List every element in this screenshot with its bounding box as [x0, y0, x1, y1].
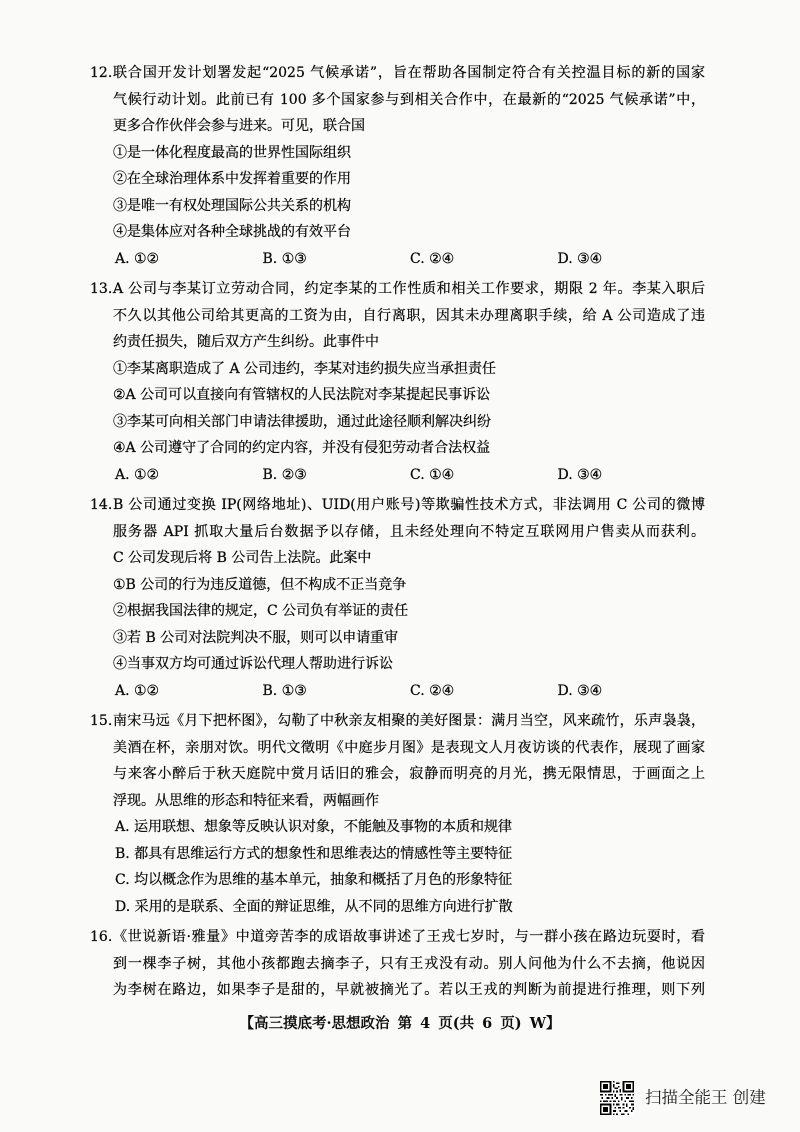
statement-4: ④A 公司遵守了合同的约定内容，并没有侵犯劳动者合法权益 — [113, 440, 491, 456]
stem-text: 南宋马远《月下把杯图》，勾勒了中秋亲友相聚的美好图景：满月当空，风来疏竹，乐声袅袅， — [113, 713, 705, 729]
option-d: D. ③④ — [557, 682, 603, 699]
page-footer: 【高三摸底考·思想政治 第 4 页(共 6 页) W】 — [239, 1015, 561, 1032]
stem-text: B 公司通过变换 IP(网络地址)、UID(用户账号)等欺骗性技术方式，非法调用 C 公司的微博 — [113, 497, 705, 513]
question-stem-line: 到一棵李子树，其他小孩都跑去摘李子，只有王戎没有动。别人问他为什么不去摘，他说因 — [113, 955, 705, 972]
question-stem-line: 更多合作伙伴会参与进来。可见，联合国 — [113, 118, 365, 134]
statement-3: ③李某可向相关部门申请法律援助，通过此途径顺利解决纠纷 — [113, 413, 491, 430]
answer-options — [90, 462, 705, 489]
option-b: B. ①③ — [262, 250, 307, 267]
answer-options — [90, 246, 705, 273]
option-b: B. 都具有思维运行方式的想象性和思维表达的情感性等主要特征 — [115, 845, 513, 862]
question-16 — [90, 924, 705, 1004]
question-list — [90, 60, 705, 1004]
question-stem-line: 不久以其他公司给其更高的工资为由，自行离职，因其未办理离职手续，给 A 公司造成了违 — [113, 307, 705, 324]
question-stem-line: 服务器 API 抓取大量后台数据予以存储，且未经处理向不特定互联网用户售卖从而获利。 — [113, 523, 705, 540]
option-a: A. ①② — [115, 682, 160, 699]
question-15 — [90, 708, 705, 920]
question-stem-line: 浮现。从思维的形态和特征来看，两幅画作 — [113, 792, 379, 809]
qr-code-icon — [600, 1081, 634, 1115]
question-stem-line: C 公司发现后将 B 公司告上法院。此案中 — [113, 550, 372, 566]
statement-2: ②在全球治理体系中发挥着重要的作用 — [113, 171, 351, 187]
question-stem-line: 约责任损失，随后双方产生纠纷。此事件中 — [113, 334, 379, 350]
question-number: 15. — [90, 713, 113, 729]
question-14 — [90, 492, 705, 704]
stem-text: 《世说新语·雅量》中道旁苦李的成语故事讲述了王戎七岁时，与一群小孩在路边玩耍时，看 — [113, 929, 705, 945]
question-number: 12. — [90, 65, 113, 81]
option-b: B. ②③ — [262, 466, 307, 483]
question-number: 13. — [90, 281, 113, 297]
option-a: A. 运用联想、想象等反映认识对象，不能触及事物的本质和规律 — [115, 819, 513, 835]
option-b: B. ①③ — [262, 682, 307, 699]
statement-1: ①B 公司的行为违反道德，但不构成不正当竞争 — [113, 576, 407, 593]
question-stem-line: 气候行动计划。此前已有 100 多个国家参与到相关合作中，在最新的“2025 气候承诺”中， — [113, 91, 705, 108]
question-stem-line — [90, 492, 705, 519]
option-c: C. ②④ — [410, 682, 455, 699]
option-d: D. 采用的是联系、全面的辩证思维，从不同的思维方向进行扩散 — [115, 898, 513, 915]
option-a: A. ①② — [115, 250, 160, 267]
statement-1: ①李某离职造成了 A 公司违约，李某对违约损失应当承担责任 — [113, 360, 497, 377]
question-number: 14. — [90, 497, 113, 513]
option-c: C. ①④ — [410, 466, 455, 483]
question-stem-line — [90, 276, 705, 303]
statement-4: ④是集体应对各种全球挑战的有效平台 — [113, 224, 351, 240]
statement-3: ③是唯一有权处理国际公共关系的机构 — [113, 197, 351, 214]
option-a: A. ①② — [115, 466, 160, 483]
option-c: C. ②④ — [410, 250, 455, 267]
option-d: D. ③④ — [557, 466, 603, 483]
question-stem-line — [90, 708, 705, 735]
scanner-watermark: 扫描全能王 创建 — [645, 1088, 766, 1107]
statement-2: ②根据我国法律的规定，C 公司负有举证的责任 — [113, 603, 409, 619]
question-stem-line — [90, 60, 705, 87]
statement-1: ①是一体化程度最高的世界性国际组织 — [113, 144, 351, 161]
question-stem-line — [90, 924, 705, 951]
statement-3: ③若 B 公司对法院判决不服，则可以申请重审 — [113, 629, 399, 646]
question-12 — [90, 60, 705, 272]
option-d: D. ③④ — [557, 250, 603, 267]
question-stem-line: 为李树在路边，如果李子是甜的，早就被摘光了。若以王戎的判断为前提进行推理，则下列 — [113, 982, 705, 998]
question-13 — [90, 276, 705, 488]
stem-text: A 公司与李某订立劳动合同，约定李某的工作性质和相关工作要求，期限 2 年。李某入职后 — [113, 281, 705, 297]
answer-options — [90, 678, 705, 705]
question-number: 16. — [90, 929, 113, 945]
statement-2: ②A 公司可以直接向有管辖权的人民法院对李某提起民事诉讼 — [113, 387, 491, 403]
question-stem-line: 美酒在杯，亲朋对饮。明代文徵明《中庭步月图》是表现文人月夜访谈的代表作，展现了画家 — [113, 739, 705, 756]
stem-text: 联合国开发计划署发起“2025 气候承诺”，旨在帮助各国制定符合有关控温目标的新的国家 — [113, 65, 705, 81]
question-stem-line: 与来客小醉后于秋天庭院中赏月话旧的雅会，寂静而明亮的月光，携无限情思，于画面之上 — [113, 766, 705, 782]
option-c: C. 均以概念作为思维的基本单元，抽象和概括了月色的形象特征 — [115, 872, 513, 888]
statement-4: ④当事双方均可通过诉讼代理人帮助进行诉讼 — [113, 656, 393, 672]
